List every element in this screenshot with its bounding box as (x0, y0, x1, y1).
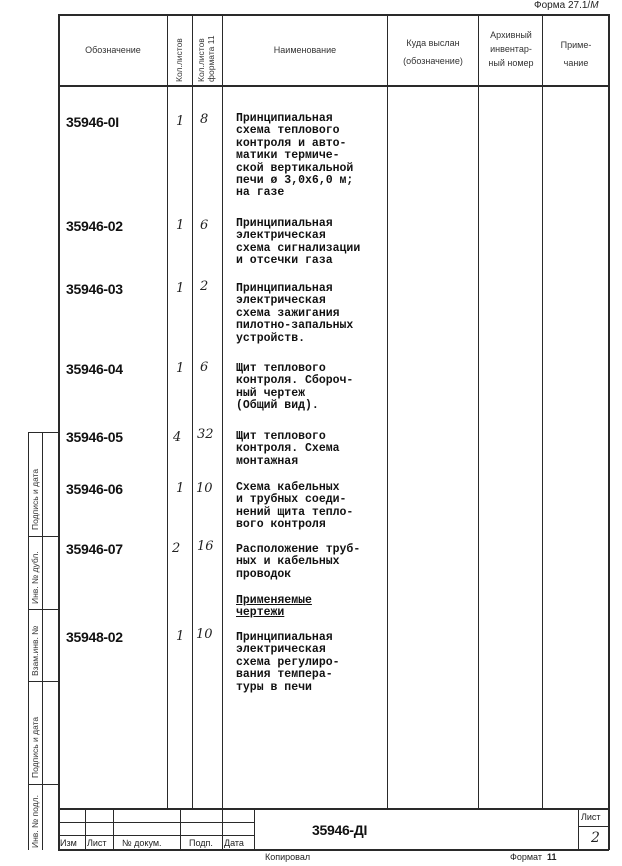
row-format-count: 8 (200, 112, 209, 127)
stamp-izm: Изм (60, 838, 77, 848)
col-line-1 (167, 14, 168, 809)
row-code: 35946-0I (66, 114, 119, 130)
row-sheets: 1 (176, 218, 185, 233)
stamp-data: Дата (224, 838, 244, 848)
row-format-count: 6 (200, 218, 209, 233)
row-name: Принципиальная электрическая схема сигнализации и отсечки газа (236, 217, 361, 268)
header-divider (58, 85, 609, 87)
margin-strip-top (28, 432, 59, 433)
row-code: 35946-04 (66, 361, 123, 377)
form-label: Форма 27.1/М (534, 0, 599, 11)
stamp-v6 (578, 808, 579, 849)
row-name: Схема кабельных и трубных соеди- нений щита тепло- вого контроля (236, 481, 354, 532)
footer-format: Формат 11 (510, 852, 557, 862)
row-name: Щит теплового контроля. Сбороч- ный чертеж (Общий вид). (236, 362, 354, 413)
stamp-podp: Подп. (189, 838, 213, 848)
margin-strip-outer (28, 432, 29, 850)
row-code: 35946-02 (66, 218, 123, 234)
row-sheets: 1 (176, 361, 185, 376)
stamp-list: Лист (87, 838, 107, 848)
margin-vzam-inv: Взам.инв. № (30, 625, 40, 676)
frame-right (608, 14, 610, 850)
row-code: 35946-06 (66, 481, 123, 497)
stamp-sheet-no: 2 (591, 830, 600, 846)
margin-inv-dubl: Инв. № дубл. (30, 551, 40, 604)
header-archive: Архивный инвентар- ный номер (488, 30, 534, 68)
row-sheets: 1 (176, 629, 185, 644)
stamp-v2 (113, 808, 114, 849)
col-line-5 (478, 14, 479, 809)
header-where-sent: Куда выслан (обозначение) (403, 38, 463, 66)
margin-strip-inner (42, 432, 43, 850)
row-format-count: 10 (196, 627, 213, 642)
row-format-count: 16 (197, 539, 214, 554)
col-line-2 (192, 14, 193, 809)
stamp-top (58, 808, 609, 810)
row-sheets: 4 (173, 430, 182, 445)
margin-strip-div-3 (28, 681, 59, 682)
stamp-row-1 (58, 822, 254, 823)
row-format-count: 10 (196, 481, 213, 496)
row-sheets: 1 (176, 481, 185, 496)
stamp-v5 (254, 808, 255, 849)
section-title: Применяемые чертежи (236, 594, 312, 620)
margin-strip-div-1 (28, 536, 59, 537)
margin-inv-podl: Инв. № подл. (30, 795, 40, 848)
row-code: 35946-05 (66, 429, 123, 445)
row-sheets: 2 (172, 541, 181, 556)
stamp-row-2 (58, 835, 254, 836)
stamp-sheet-label: Лист (581, 812, 601, 822)
header-name: Наименование (273, 45, 337, 55)
row-format-count: 32 (197, 427, 214, 442)
row-name: Принципиальная электрическая схема регулиро- вания темпера- туры в печи (236, 631, 340, 694)
row-code: 35946-03 (66, 281, 123, 297)
col-line-6 (542, 14, 543, 809)
header-sheets-format: Кол.листов формата 11 (196, 35, 216, 82)
row-code: 35946-07 (66, 541, 123, 557)
stamp-doc-code: 35946-ДI (312, 822, 368, 838)
margin-strip-div-4 (28, 784, 59, 785)
margin-sign-date-top: Подпись и дата (30, 468, 40, 530)
margin-strip-div-2 (28, 609, 59, 610)
row-sheets: 1 (176, 114, 185, 129)
margin-sign-date-bottom: Подпись и дата (30, 716, 40, 778)
row-code: 35948-02 (66, 629, 123, 645)
row-sheets: 1 (176, 281, 185, 296)
col-line-4 (387, 14, 388, 809)
header-note: Приме- чание (560, 40, 592, 68)
row-name: Принципиальная электрическая схема зажигания пилотно-запальных устройств. (236, 282, 354, 345)
row-name: Щит теплового контроля. Схема монтажная (236, 430, 340, 468)
stamp-sheet-div (578, 826, 609, 827)
frame-top (58, 14, 609, 16)
header-designation: Обозначение (85, 45, 141, 55)
stamp-v4 (222, 808, 223, 849)
stamp-v1 (85, 808, 86, 849)
row-name: Расположение труб- ных и кабельных проводок (236, 543, 361, 581)
header-sheets: Кол.листов (174, 38, 184, 82)
row-format-count: 2 (200, 279, 209, 294)
footer-copied: Копировал (265, 852, 311, 862)
col-line-3 (222, 14, 223, 809)
row-format-count: 6 (200, 360, 209, 375)
stamp-v3 (180, 808, 181, 849)
stamp-doc-no: № докум. (122, 838, 162, 848)
frame-bottom (58, 849, 609, 851)
row-name: Принципиальная схема теплового контроля и авто- матики термиче- ской вертикальной печи ø 3,0х6,0 м; на газе (236, 112, 354, 200)
